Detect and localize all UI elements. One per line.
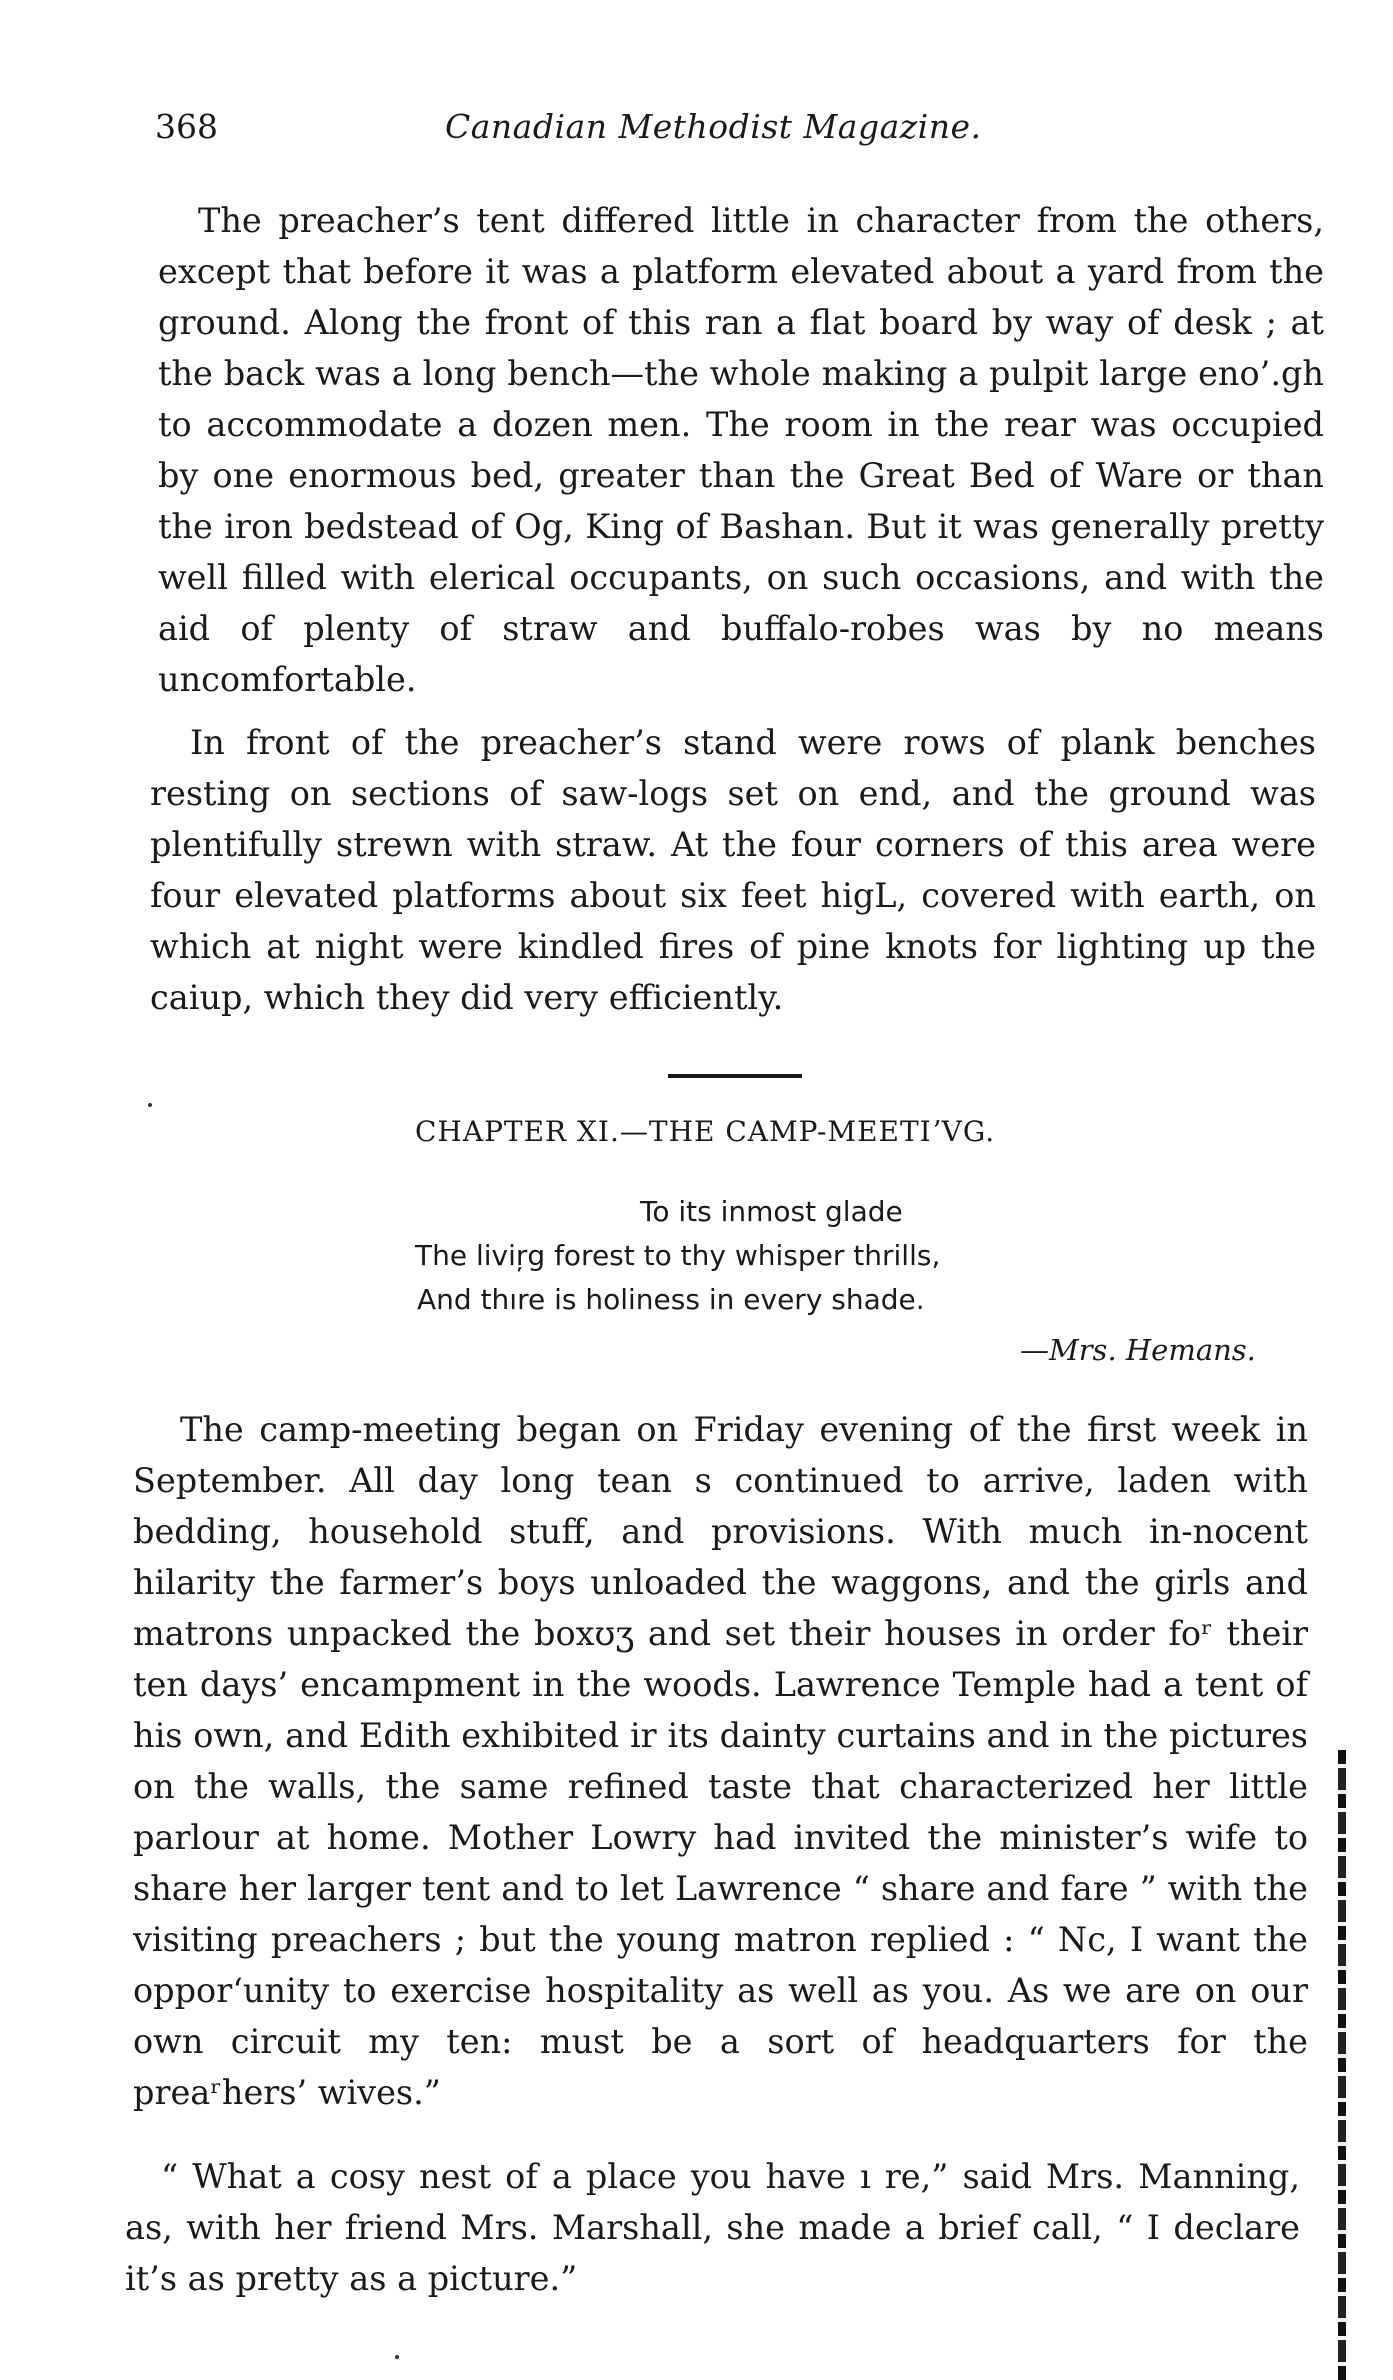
epigraph-line: And thıre is holiness in every shade. [417, 1283, 925, 1316]
body-paragraph-camp-meeting: The camp-meeting began on Friday evening of the first week in September. All day long tean s continued to arrive, laden with bedding, household stuff, and provisions. With much in-nocent hilarity the farmer’s boys unloaded the waggons, and the girls and matrons unpacked the boxʊʒ and set their houses in order foʳ their ten days’ encampment in the woods. Lawrence Temple had a tent of his own, and Edith exhibited ir its dainty curtains and in the pictures on the walls, the same refined taste that characterized her little parlour at home. Mother Lowry had invited the minister’s wife to share her larger tent and to let Lawrence “ share and fare ” with the visiting preachers ; but the young matron replied : “ Nc, I want the opporʻunity to exercise hospitality as well as you. As we are on our own circuit my ten: must be a sort of headquarters for the preaʳhers’ wives.” [133, 1410, 1308, 2112]
print-speck [395, 2355, 399, 2359]
epigraph [415, 1190, 940, 1322]
epigraph-line: To its inmost glade [640, 1195, 903, 1228]
epigraph-line: The liviŗg forest to thy whisper thrills, [415, 1239, 941, 1272]
body-paragraph-preachers-stand: In front of the preacher’s stand were rows of plank benches resting on sections of saw-logs set on end, and the ground was plentifully strewn with straw. At the four corners of this area were four elevated platforms about six feet higL, covered with earth, on which at night were kindled fires of pine knots for lighting up the caiup, which they did very efficiently. [150, 723, 1316, 1017]
body-paragraph-preachers-tent: The preacher’s tent differed little in character from the others, except that before it was a platform elevated about a yard from the ground. Along the front of this ran a flat board by way of desk ; at the back was a long bench—the whole making a pulpit large eno’.gh to accommodate a dozen men. The room in the rear was occupied by one enormous bed, greater than the Great Bed of Ware or than the iron bedstead of Og, King of Bashan. But it was generally pretty well filled with elerical occupants, on such occasions, and with the aid of plenty of straw and buffalo-robes was by no means uncomfortable. [158, 201, 1324, 699]
section-divider-rule [668, 1074, 802, 1078]
body-paragraph-cosy-nest: “ What a cosy nest of a place you have ı re,” said Mrs. Manning, as, with her friend Mrs. Marshall, she made a brief call, “ I declare it’s as pretty as a picture.” [125, 2157, 1300, 2298]
scan-edge-artifact [1338, 1750, 1346, 2380]
chapter-heading: CHAPTER XI.—THE CAMP-MEETIʼVG. [415, 1115, 996, 1148]
page-number: 368 [155, 107, 218, 146]
running-title: Canadian Methodist Magazine. [445, 107, 982, 146]
print-speck [148, 1103, 152, 1107]
epigraph-attribution: —Mrs. Hemans. [1020, 1333, 1256, 1367]
